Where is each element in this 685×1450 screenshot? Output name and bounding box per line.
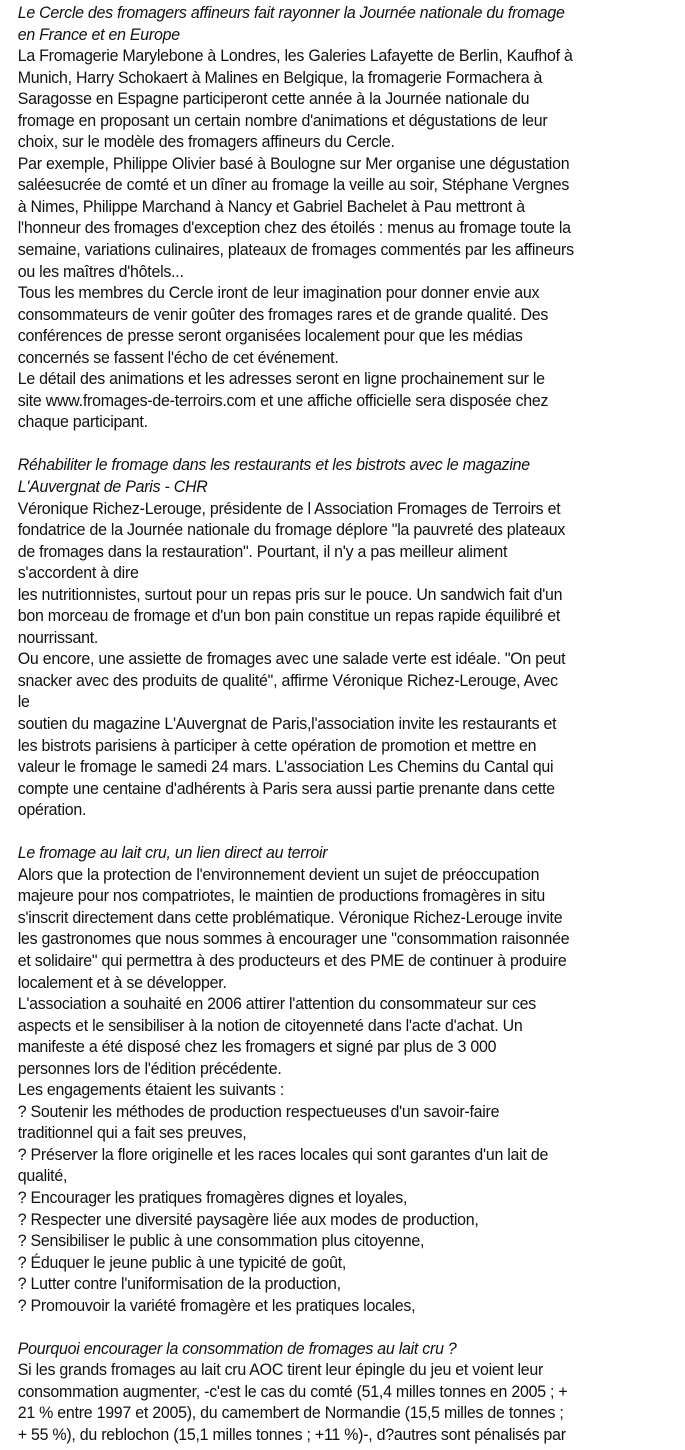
section-heading — [18, 843, 668, 865]
text-line: 21 % entre 1997 et 2005), du camembert de Normandie (15,5 milles de tonnes ; — [17, 1404, 564, 1423]
text-line: fondatrice de la Journée nationale du fromage déplore "la pauvreté des plateaux — [17, 521, 566, 540]
text-line: site www.fromages-de-terroirs.com et une affiche officielle sera disposée chez — [17, 391, 549, 410]
text-line: Par exemple, Philippe Olivier basé à Boulogne sur Mer organise une dégustation — [17, 154, 570, 173]
text-line: à Nimes, Philippe Marchand à Nancy et Gabriel Bachelet à Pau mettront à — [17, 197, 525, 216]
list-item: ? Promouvoir la variété fromagère et les pratiques locales, — [17, 1296, 416, 1315]
text-line: manifeste a été disposé chez les fromagers et signé par plus de 3 000 — [17, 1038, 497, 1057]
text-line: Véronique Richez-Lerouge, présidente de l Association Fromages de Terroirs et — [17, 499, 561, 518]
list-item: ? Respecter une diversité paysagère liée aux modes de production, — [17, 1210, 479, 1229]
text-line: personnes lors de l'édition précédente. — [17, 1059, 282, 1078]
text-line: le — [17, 693, 30, 712]
list-item: ? Lutter contre l'uniformisation de la production, — [17, 1275, 341, 1294]
text-line: Si les grands fromages au lait cru AOC tirent leur épingle du jeu et voient leur — [17, 1361, 544, 1380]
text-line: Tous les membres du Cercle iront de leur imagination pour donner envie aux — [17, 284, 540, 303]
section-heading — [18, 3, 668, 46]
text-line: concernés se fassent l'écho de cet événement. — [17, 348, 339, 367]
text-line: Munich, Harry Schokaert à Malines en Belgique, la fromagerie Formachera à — [17, 68, 543, 87]
text-line: conférences de presse seront organisées localement pour que les médias — [17, 327, 523, 346]
heading-line: Le fromage au lait cru, un lien direct au terroir — [17, 844, 328, 863]
text-line: ou les maîtres d'hôtels... — [17, 262, 184, 281]
text-line: snacker avec des produits de qualité", affirme Véronique Richez-Lerouge, Avec — [17, 671, 558, 690]
text-line: Les engagements étaient les suivants : — [17, 1081, 285, 1100]
text-line: semaine, variations culinaires, plateaux de fromages commentés par les affineurs — [17, 241, 574, 260]
text-line: s'inscrit directement dans cette problématique. Véronique Richez-Lerouge invite — [17, 908, 563, 927]
list-item: ? Éduquer le jeune public à une typicité de goût, — [17, 1253, 347, 1272]
list-item: traditionnel qui a fait ses preuves, — [17, 1124, 247, 1143]
list-item: ? Encourager les pratiques fromagères dignes et loyales, — [17, 1188, 408, 1207]
text-line: soutien du magazine L'Auvergnat de Paris,l'association invite les restaurants et — [17, 715, 557, 733]
text-line: Ou encore, une assiette de fromages avec une salade verte est idéale. "On peut — [17, 650, 566, 669]
heading-line: en France et en Europe — [17, 25, 180, 44]
heading-line: Le Cercle des fromagers affineurs fait rayonner la Journée nationale du fromage — [17, 4, 565, 22]
text-line: saléesucrée de comté et un dîner au fromage la veille au soir, Stéphane Vergnes — [17, 176, 570, 195]
text-line: L'association a souhaité en 2006 attirer l'attention du consommateur sur ces — [17, 995, 537, 1014]
list-item: ? Sensibiliser le public à une consommation plus citoyenne, — [17, 1232, 425, 1251]
section-heading — [18, 455, 668, 498]
text-line: localement et à se développer. — [17, 973, 227, 992]
section-body — [18, 865, 668, 1317]
section-body — [18, 1360, 668, 1446]
list-item: ? Soutenir les méthodes de production respectueuses d'un savoir-faire — [17, 1102, 500, 1121]
text-line: Saragosse en Espagne participeront cette année à la Journée nationale du — [17, 90, 530, 109]
section-pourquoi-lait-cru — [18, 1339, 668, 1447]
text-line: nourrissant. — [17, 628, 99, 647]
list-item: ? Préserver la flore originelle et les races locales qui sont garantes d'un lait de — [17, 1145, 549, 1164]
text-line: aspects et le sensibiliser à la notion de citoyenneté dans l'acte d'achat. Un — [17, 1016, 523, 1035]
text-line: et solidaire" qui permettra à des producteurs et des PME de continuer à produire — [17, 951, 567, 970]
section-heading — [18, 1339, 668, 1361]
heading-line: L'Auvergnat de Paris - CHR — [17, 477, 208, 496]
text-line: consommateurs de venir goûter des fromages rares et de grande qualité. Des — [17, 305, 549, 324]
text-line: + 55 %), du reblochon (15,1 milles tonnes ; +11 %)-, d?autres sont pénalisés par — [17, 1425, 566, 1444]
text-line: les bistrots parisiens à participer à cette opération de promotion et mettre en — [17, 736, 537, 755]
text-line: valeur le fromage le samedi 24 mars. L'association Les Chemins du Cantal qui — [17, 758, 554, 777]
text-line: de fromages dans la restauration". Pourtant, il n'y a pas meilleur aliment — [17, 542, 508, 561]
heading-line: Réhabiliter le fromage dans les restaurants et les bistrots avec le magazine — [17, 456, 530, 475]
text-line: compte une centaine d'adhérents à Paris sera aussi partie prenante dans cette — [17, 779, 555, 798]
list-item: qualité, — [17, 1167, 68, 1186]
text-line: chaque participant. — [17, 413, 148, 432]
section-lait-cru-terroir — [18, 843, 668, 1317]
text-line: fromage en proposant un certain nombre d'animations et dégustations de leur — [17, 111, 548, 130]
heading-line: Pourquoi encourager la consommation de fromages au lait cru ? — [17, 1339, 457, 1358]
section-rehabiliter-fromage — [18, 455, 668, 821]
text-line: Alors que la protection de l'environnement devient un sujet de préoccupation — [17, 865, 540, 884]
text-line: La Fromagerie Marylebone à Londres, les Galeries Lafayette de Berlin, Kaufhof à — [17, 47, 573, 66]
text-line: s'accordent à dire — [17, 564, 139, 583]
text-line: majeure pour nos compatriotes, le maintien de productions fromagères in situ — [17, 887, 545, 906]
section-body — [18, 46, 668, 434]
text-line: consommation augmenter, -c'est le cas du comté (51,4 milles tonnes en 2005 ; + — [17, 1382, 568, 1401]
text-line: opération. — [17, 801, 87, 820]
section-body — [18, 499, 668, 822]
section-cercle-fromagers — [18, 3, 668, 434]
text-line: les nutritionnistes, surtout pour un repas pris sur le pouce. Un sandwich fait d'un — [17, 585, 563, 604]
text-line: choix, sur le modèle des fromagers affineurs du Cercle. — [17, 133, 395, 152]
text-line: bon morceau de fromage et d'un bon pain constitue un repas rapide équilibré et — [17, 607, 561, 626]
text-line: Le détail des animations et les adresses seront en ligne prochainement sur le — [17, 370, 545, 389]
text-line: les gastronomes que nous sommes à encourager une "consommation raisonnée — [17, 930, 570, 949]
text-line: l'honneur des fromages d'exception chez des étoilés : menus au fromage toute la — [17, 219, 571, 238]
